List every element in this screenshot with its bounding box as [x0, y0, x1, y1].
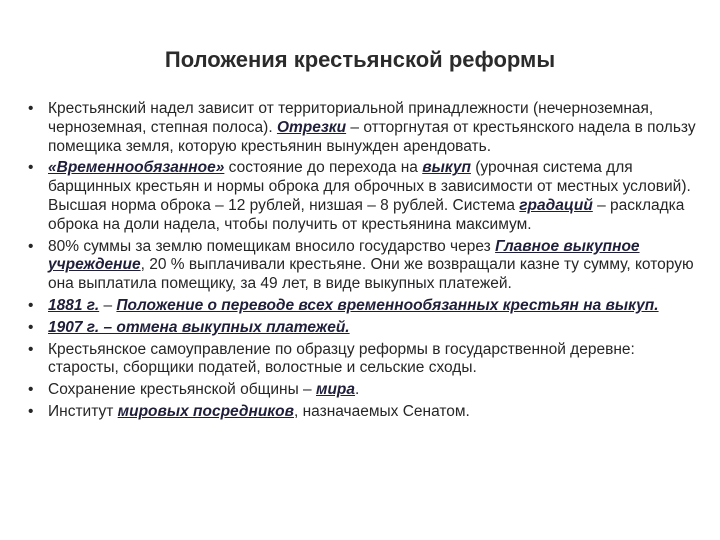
bullet-item	[28, 238, 698, 294]
emphasized-term: мировых посредников	[117, 402, 294, 420]
bullet-text: состояние до перехода на	[224, 159, 423, 177]
bullet-text: – раскладка оброка на доли надела, чтобы получить от крестьянина максимум.	[48, 196, 685, 233]
bullet-icon: •	[28, 381, 34, 399]
emphasized-term: Главное выкупное учреждение	[48, 237, 640, 274]
bullet-icon: •	[28, 318, 34, 336]
bullet-item	[28, 381, 698, 400]
bullet-text: –	[99, 296, 117, 314]
bullet-text: Крестьянское самоуправление по образцу реформы в государственной деревне: старосты, сборщики податей, волостные и сельские сходы.	[48, 340, 635, 377]
emphasized-term: 1907 г. – отмена выкупных платежей.	[48, 318, 350, 336]
bullet-text: (урочная система для барщинных крестьян и нормы оброка для оброчных в зависимости от местных условий). Высшая норма оброка – 12 рублей, низшая – 8 рублей. Система	[48, 159, 691, 214]
bullet-text: Сохранение крестьянской общины –	[48, 381, 316, 399]
bullet-text: , назначаемых Сенатом.	[293, 402, 470, 420]
bullet-text: 80% суммы за землю помещикам вносило государство через	[48, 237, 496, 255]
bullet-icon: •	[28, 159, 34, 177]
bullet-text: .	[355, 381, 360, 399]
bullet-list	[28, 100, 698, 425]
emphasized-term: выкуп	[422, 159, 471, 177]
slide-title: Положения крестьянской реформы	[164, 47, 556, 72]
bullet-item	[28, 341, 698, 379]
bullet-item	[28, 100, 698, 156]
emphasized-term: мира	[316, 381, 356, 399]
bullet-icon: •	[28, 340, 34, 358]
bullet-item	[28, 403, 698, 422]
bullet-icon: •	[28, 100, 34, 117]
bullet-icon: •	[28, 237, 34, 255]
bullet-icon: •	[28, 402, 34, 420]
bullet-item	[28, 159, 698, 234]
bullet-text: Институт	[48, 402, 118, 420]
emphasized-term: Положение о переводе всех временнообязанных крестьян на выкуп.	[116, 296, 659, 314]
emphasized-term: «Временнообязанное»	[48, 159, 225, 177]
emphasized-term: Отрезки	[276, 118, 347, 136]
bullet-text: – отторгнутая от крестьянского надела в пользу помещика земля, которую крестьянин вынужден арендовать.	[48, 118, 696, 155]
bullet-item	[28, 319, 698, 338]
emphasized-term: 1881 г.	[48, 296, 100, 314]
bullet-text: , 20 % выплачивали крестьяне. Они же возвращали казне ту сумму, которую она выплатила помещику, за 49 лет, в виде выкупных платежей.	[48, 256, 694, 293]
bullet-item	[28, 297, 698, 316]
bullet-text: Крестьянский надел зависит от территориальной принадлежности (нечерноземная, черноземная, степная полоса).	[48, 100, 654, 136]
emphasized-term: градаций	[519, 196, 593, 214]
bullet-icon: •	[28, 296, 34, 314]
